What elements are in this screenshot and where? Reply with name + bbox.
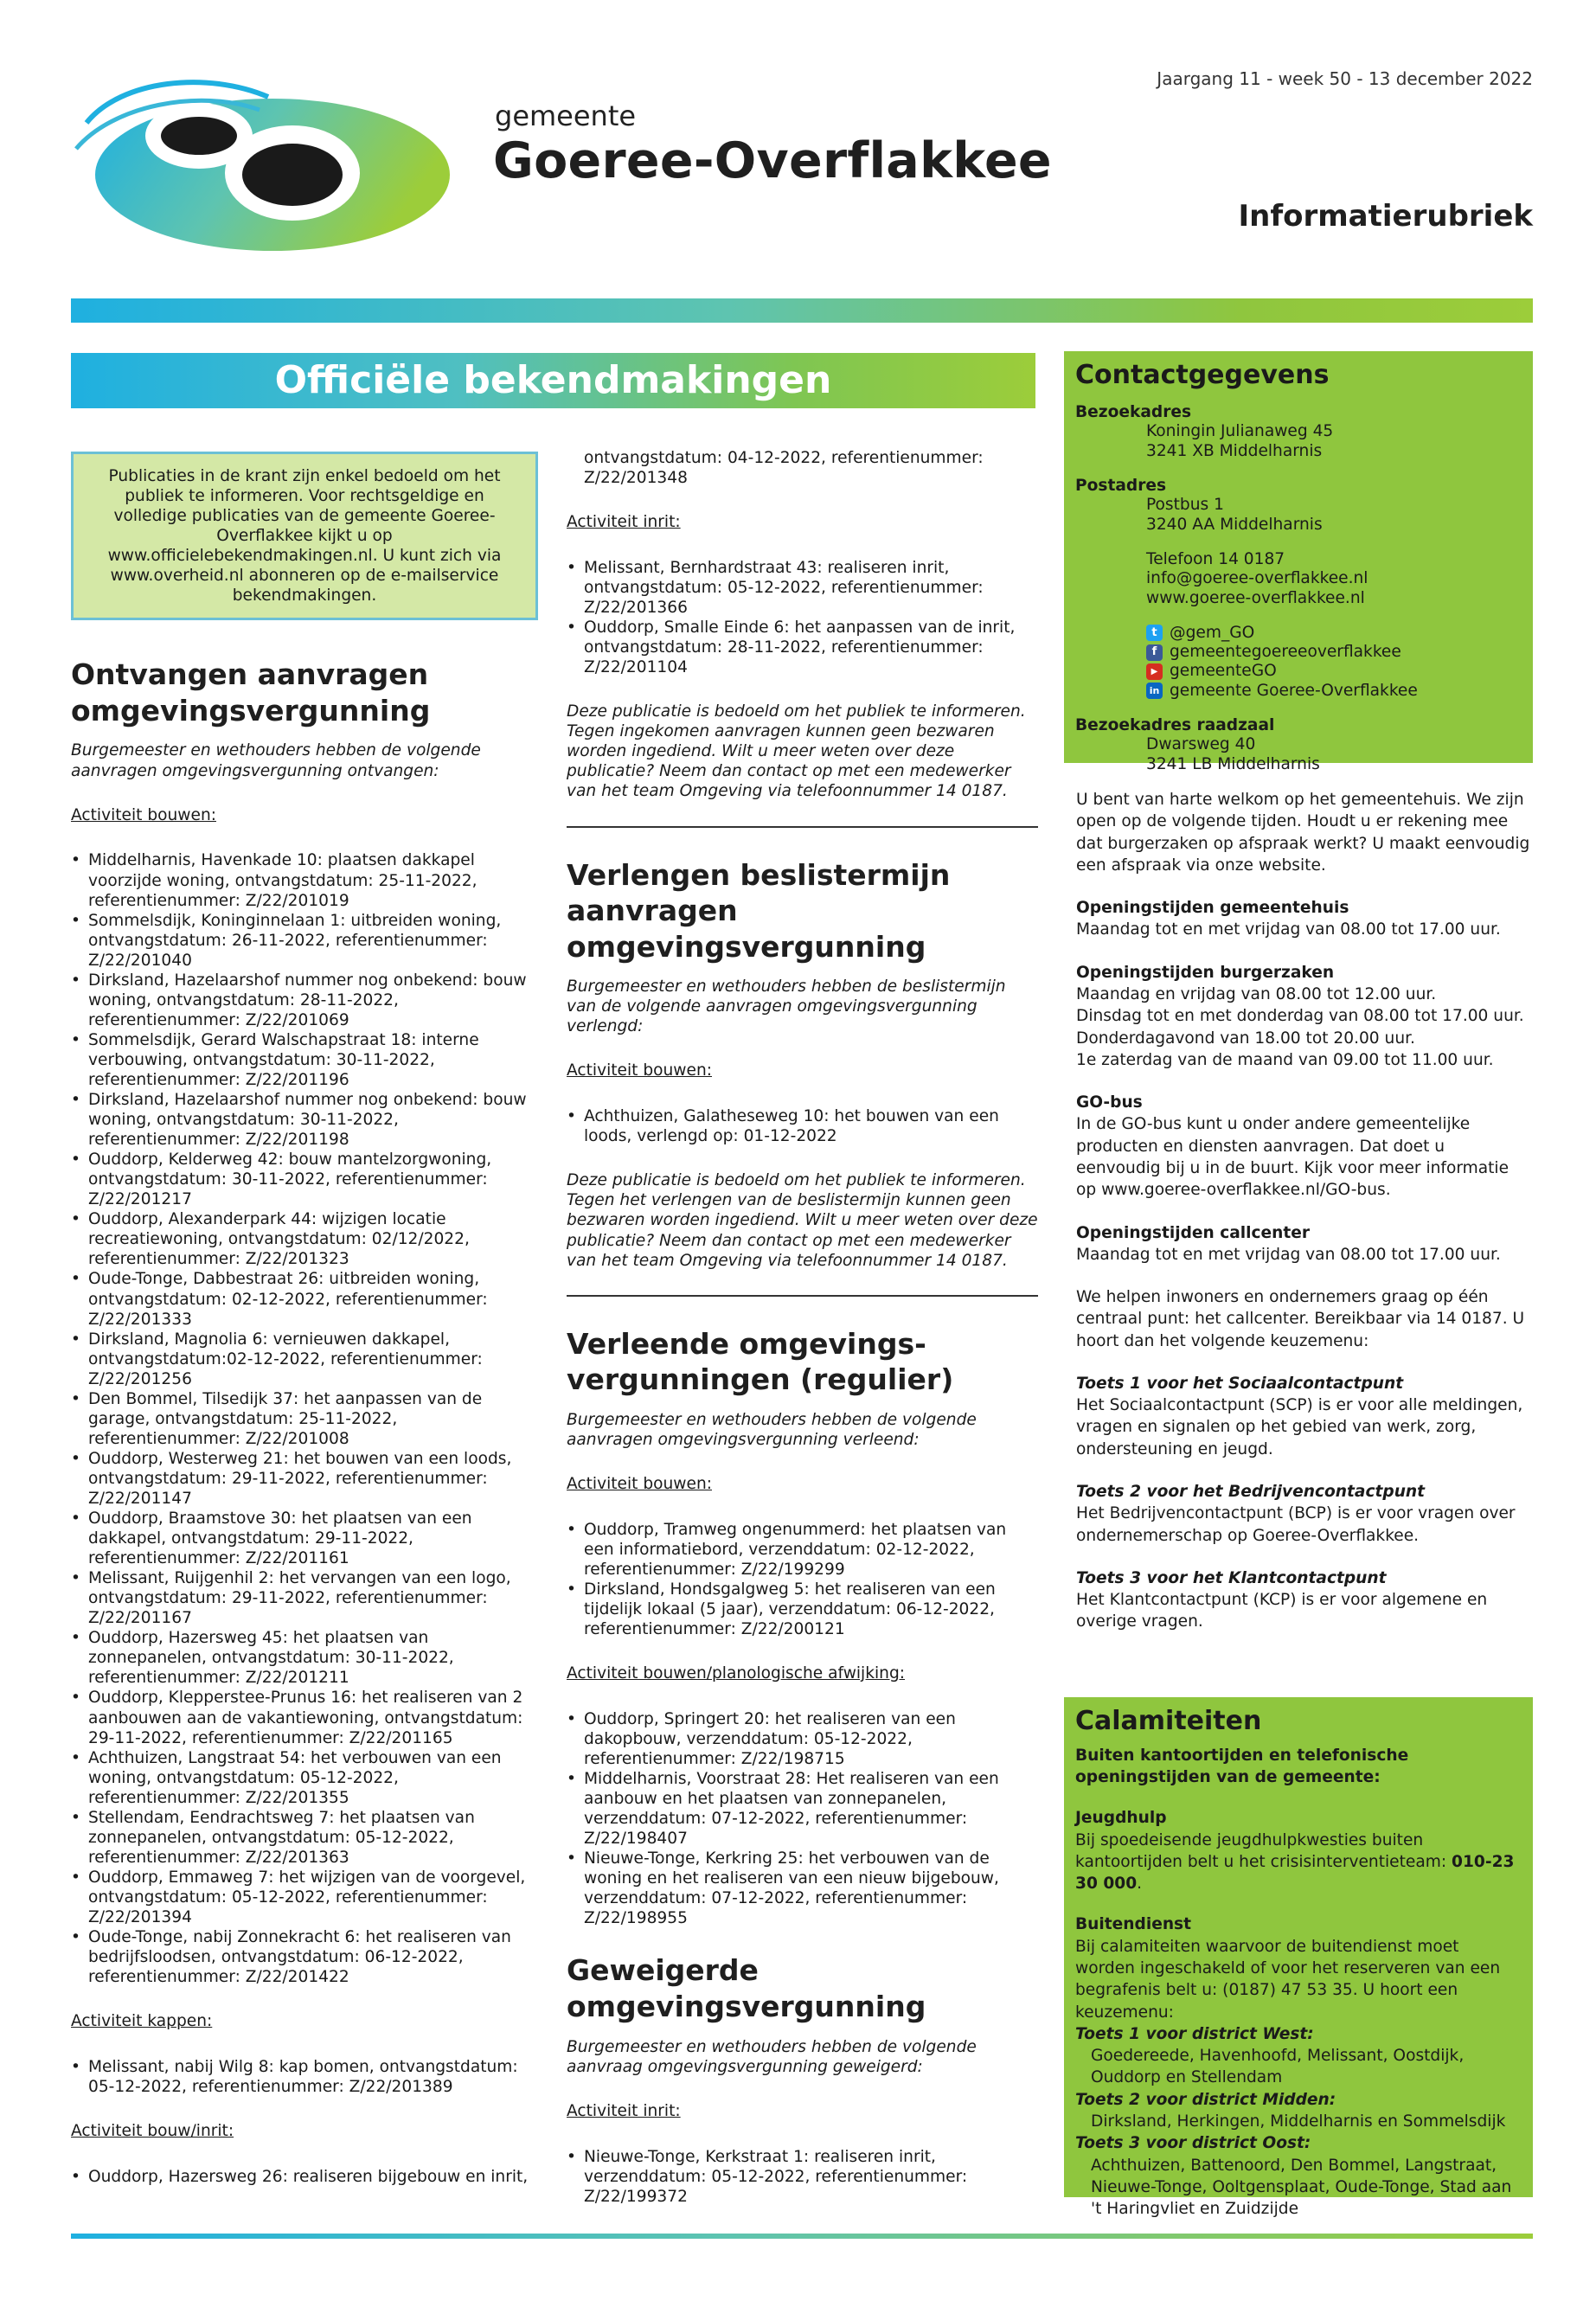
calamiteiten-subtitle: Buiten kantoortijden en telefonische openingstijden van de gemeente: [1075, 1746, 1409, 1787]
header-gemeente: gemeente [495, 99, 637, 132]
activity-label: Activiteit bouwen: [71, 805, 216, 824]
activity-label: Activiteit bouwen/planologische afwijking: [567, 1664, 906, 1683]
section-title-ontvangen: Ontvangen aanvragen omgevingsvergunning [71, 657, 431, 727]
list-item: • Ouddorp, Tramweg ongenummerd: het plaatsen van een informatiebord, verzenddatum: 02-12-2022, referentienummer: Z/22/199299 [567, 1520, 1038, 1580]
district-text: Dirksland, Herkingen, Middelharnis en Sommelsdijk [1091, 2112, 1506, 2131]
activity-label: Activiteit kappen: [71, 2012, 213, 2031]
list-item: • Dirksland, Hazelaarshof nummer nog onbekend: bouw woning, ontvangstdatum: 28-11-2022, referentienummer: Z/22/201069 [71, 971, 538, 1030]
hours-text: 1e zaterdag van de maand van 09.00 tot 11.00 uur. [1076, 1050, 1494, 1069]
district-heading: Toets 1 voor district West: [1075, 2024, 1314, 2043]
social-twitter[interactable] [1075, 624, 1522, 643]
section-title-verlengen: Verlengen beslistermijn aanvragen omgevingsvergunning [567, 857, 951, 964]
callcenter-text: We helpen inwoners en ondernemers graag op één centraal punt: het callcenter. Bereikbaar via 14 0187. U hoort dan het volgende keuzemenu: [1076, 1288, 1525, 1350]
list-item: • Nieuwe-Tonge, Kerkstraat 1: realiseren inrit, verzenddatum: 05-12-2022, referentienummer: Z/22/199372 [567, 2147, 1038, 2207]
list-item: • Ouddorp, Hazersweg 26: realiseren bijgebouw en inrit, [71, 2167, 538, 2187]
hours-heading: Openingstijden burgerzaken [1076, 963, 1335, 982]
council-address-label: Bezoekadres raadzaal [1075, 716, 1275, 735]
hours-text: Maandag tot en met vrijdag van 08.00 tot 17.00 uur. [1076, 1245, 1501, 1264]
list-item: • Middelharnis, Voorstraat 28: Het realiseren van een aanbouw en het plaatsen van zonnepanelen, verzenddatum: 07-12-2022, referentienummer: Z/22/198407 [567, 1769, 1038, 1849]
activity-label: Activiteit inrit: [567, 2101, 681, 2120]
social-facebook[interactable] [1075, 643, 1522, 662]
menu-option-text: Het Sociaalcontactpunt (SCP) is er voor alle meldingen, vragen en signalen op het gebied van werk, zorg, ondersteuning en jeugd. [1076, 1396, 1523, 1458]
calamiteiten-title: Calamiteiten [1075, 1706, 1262, 1736]
menu-option-heading: Toets 1 voor het Sociaalcontactpunt [1076, 1374, 1404, 1393]
council-address-line: Dwarsweg 40 [1146, 735, 1256, 754]
hours-text: Dinsdag tot en met donderdag van 08.00 tot 17.00 uur. [1076, 1007, 1524, 1026]
footer-gradient-bar [71, 2234, 1533, 2239]
jeugdhulp-text: Bij spoedeisende jeugdhulpkwesties buiten kantoortijden belt u het crisisinterventieteam: [1075, 1830, 1447, 1871]
header-title: Goeree-Overflakkee [493, 132, 1052, 189]
phone-number: Telefoon 14 0187 [1146, 549, 1285, 568]
list-item: • Sommelsdijk, Gerard Walschapstraat 18: interne verbouwing, ontvangstdatum: 30-11-2022, referentienummer: Z/22/201196 [71, 1030, 538, 1090]
postal-address-label: Postadres [1075, 476, 1167, 495]
social-label: gemeenteGO [1170, 662, 1277, 681]
social-linkedin[interactable] [1075, 682, 1522, 701]
jeugdhulp-end: . [1137, 1875, 1143, 1894]
hours-heading: Openingstijden gemeentehuis [1076, 899, 1349, 918]
council-address-line: 3241 LB Middelharnis [1146, 754, 1320, 773]
menu-option-heading: Toets 3 voor het Klantcontactpunt [1076, 1568, 1387, 1587]
section-title-verleend: Verleende omgevings-vergunningen (regulier) [567, 1326, 954, 1397]
list-item: • Oude-Tonge, Dabbestraat 26: uitbreiden woning, ontvangstdatum: 02-12-2022, referentienummer: Z/22/201333 [71, 1269, 538, 1329]
list-item: • Sommelsdijk, Koninginnelaan 1: uitbreiden woning, ontvangstdatum: 26-11-2022, referentienummer: Z/22/201040 [71, 911, 538, 971]
column-1 [71, 452, 538, 2211]
list-item: • Stellendam, Eendrachtsweg 7: het plaatsen van zonnepanelen, ontvangstdatum: 05-12-2022, referentienummer: Z/22/201363 [71, 1808, 538, 1868]
buitendienst-heading: Buitendienst [1075, 1915, 1192, 1934]
list-item: • Melissant, nabij Wilg 8: kap bomen, ontvangstdatum: 05-12-2022, referentienummer: Z/22/201389 [71, 2057, 538, 2097]
info-box: Publicaties in de krant zijn enkel bedoeld om het publiek te informeren. Voor rechtsgeldige en volledige publicaties van de gemeente Goeree-Overflakkee kijkt u op www.officielebekendmakingen.nl. U kunt zich via www.overheid.nl abonneren op de e-mailservice bekendmakingen. [71, 452, 538, 620]
jeugdhulp-heading: Jeugdhulp [1075, 1809, 1167, 1828]
hours-text: Maandag en vrijdag van 08.00 tot 12.00 uur. [1076, 984, 1437, 1003]
twitter-icon: t [1146, 625, 1163, 641]
list-item: • Ouddorp, Smalle Einde 6: het aanpassen van de inrit, ontvangstdatum: 28-11-2022, referentienummer: Z/22/201104 [567, 618, 1038, 677]
list-item: • Den Bommel, Tilsedijk 37: het aanpassen van de garage, ontvangstdatum: 25-11-2022, referentienummer: Z/22/201008 [71, 1389, 538, 1449]
header-gradient-bar [71, 298, 1533, 323]
list-item: • Achthuizen, Galatheseweg 10: het bouwen van een loods, verlengd op: 01-12-2022 [567, 1106, 1038, 1146]
district-heading: Toets 2 voor district Midden: [1075, 2090, 1336, 2109]
welcome-text: U bent van harte welkom op het gemeentehuis. We zijn open op de volgende tijden. Houdt u er rekening mee dat burgerzaken op afspraak werkt? U maakt eenvoudig een afspraak via onze website. [1076, 791, 1530, 875]
list-item: • Ouddorp, Klepperstee-Prunus 16: het realiseren van 2 aanbouwen aan de vakantiewoning, ontvangstdatum: 29-11-2022, referentienummer: Z/22/201165 [71, 1688, 538, 1747]
list-item: • Melissant, Ruijgenhil 2: het vervangen van een logo, ontvangstdatum: 29-11-2022, referentienummer: Z/22/201167 [71, 1568, 538, 1628]
youtube-icon: ▶ [1146, 663, 1163, 680]
activity-label: Activiteit bouwen: [567, 1061, 712, 1080]
section-intro: Burgemeester en wethouders hebben de beslistermijn van de volgende aanvragen omgevingsvergunning verlengd: [567, 977, 1006, 1036]
list-item: • Ouddorp, Alexanderpark 44: wijzigen locatie recreatiewoning, ontvangstdatum: 02/12/2022, referentienummer: Z/22/201323 [71, 1209, 538, 1269]
menu-option-text: Het Klantcontactpunt (KCP) is er voor algemene en overige vragen. [1076, 1591, 1488, 1631]
postal-address-line: Postbus 1 [1146, 496, 1224, 515]
list-item: • Middelharnis, Havenkade 10: plaatsen dakkapel voorzijde woning, ontvangstdatum: 25-11-2022, referentienummer: Z/22/201019 [71, 850, 538, 910]
ontvangen-kappen-list [71, 2057, 538, 2097]
contact-box [1064, 351, 1533, 773]
list-item-continued: ontvangstdatum: 04-12-2022, referentienummer: Z/22/201348 [584, 449, 984, 488]
list-item: • Dirksland, Hazelaarshof nummer nog onbekend: bouw woning, ontvangstdatum: 30-11-2022, referentienummer: Z/22/201198 [71, 1090, 538, 1150]
website-link[interactable]: www.goeree-overflakkee.nl [1146, 588, 1365, 607]
verleend-bouwen-list [567, 1520, 1038, 1639]
email-link[interactable]: info@goeree-overflakkee.nl [1146, 569, 1368, 588]
column-2 [567, 448, 1038, 2231]
ontvangen-bouw-inrit-list [71, 2167, 538, 2187]
ontvangen-bouwen-list [71, 850, 538, 1987]
list-item: • Ouddorp, Springert 20: het realiseren van een dakopbouw, verzenddatum: 05-12-2022, referentienummer: Z/22/198715 [567, 1709, 1038, 1769]
section-intro: Burgemeester en wethouders hebben de volgende aanvragen omgevingsvergunning verleend: [567, 1410, 977, 1449]
hours-text: Maandag tot en met vrijdag van 08.00 tot 17.00 uur. [1076, 920, 1501, 939]
buitendienst-text: Bij calamiteiten waarvoor de buitendienst moet worden ingeschakeld of voor het reserveren van een begrafenis belt u: (0187) 47 53 35. U hoort een keuzemenu: [1075, 1937, 1501, 2022]
social-label: @gem_GO [1170, 623, 1255, 642]
publication-note: Deze publicatie is bedoeld om het publiek te informeren. Tegen het verlengen van de beslistermijn kunnen geen bezwaren worden ingediend. Wilt u meer weten over deze publicatie? Neem dan contact op met een medewerker van het team Omgeving via telefoonnummer 14 0187. [567, 1171, 1038, 1270]
contact-title: Contactgegevens [1075, 360, 1330, 390]
activity-label: Activiteit bouw/inrit: [71, 2122, 234, 2141]
menu-option-text: Het Bedrijvencontactpunt (BCP) is er voor vragen over ondernemerschap op Goeree-Overflakkee. [1076, 1504, 1516, 1545]
column-3 [1076, 789, 1533, 1654]
section-intro: Burgemeester en wethouders hebben de volgende aanvragen omgevingsvergunning ontvangen: [71, 741, 481, 780]
geweigerd-inrit-list [567, 2147, 1038, 2207]
gobus-text: In de GO-bus kunt u onder andere gemeentelijke producten en diensten aanvragen. Dat doet u eenvoudig bij u in de buurt. Kijk voor meer informatie op www.goeree-overflakkee.nl/GO-bus. [1076, 1115, 1509, 1200]
verlengen-bouwen-list [567, 1106, 1038, 1146]
activity-label: Activiteit inrit: [567, 513, 681, 532]
list-item: • Ouddorp, Kelderweg 42: bouw mantelzorgwoning, ontvangstdatum: 30-11-2022, referentienummer: Z/22/201217 [71, 1150, 538, 1209]
hours-heading: Openingstijden callcenter [1076, 1223, 1311, 1242]
section-divider [567, 826, 1038, 828]
calamiteiten-box [1064, 1697, 1533, 2219]
district-text: Achthuizen, Battenoord, Den Bommel, Langstraat, Nieuwe-Tonge, Ooltgensplaat, Oude-Tonge, Stad aan 't Haringvliet en Zuidzijde [1091, 2156, 1512, 2219]
ontvangen-inrit-list [567, 558, 1038, 677]
list-item: • Ouddorp, Westerweg 21: het bouwen van een loods, ontvangstdatum: 29-11-2022, referentienummer: Z/22/201147 [71, 1449, 538, 1509]
gemeente-logo [69, 71, 450, 253]
facebook-icon: f [1146, 644, 1163, 661]
list-item: • Melissant, Bernhardstraat 43: realiseren inrit, ontvangstdatum: 05-12-2022, referentienummer: Z/22/201366 [567, 558, 1038, 618]
verleend-planologisch-list [567, 1709, 1038, 1929]
hours-text: Donderdagavond van 18.00 tot 20.00 uur. [1076, 1029, 1415, 1048]
section-intro: Burgemeester en wethouders hebben de volgende aanvraag omgevingsvergunning geweigerd: [567, 2037, 977, 2076]
list-item: • Nieuwe-Tonge, Kerkring 25: het verbouwen van de woning en het realiseren van een nieuw bijgebouw, verzenddatum: 07-12-2022, referentienummer: Z/22/198955 [567, 1849, 1038, 1928]
postal-address-line: 3240 AA Middelharnis [1146, 515, 1323, 534]
crisis-phone: 010-23 30 000 [1075, 1852, 1515, 1894]
menu-option-heading: Toets 2 voor het Bedrijvencontactpunt [1076, 1483, 1426, 1502]
list-item: • Dirksland, Hondsgalgweg 5: het realiseren van een tijdelijk lokaal (5 jaar), verzenddatum: 06-12-2022, referentienummer: Z/22/200121 [567, 1580, 1038, 1639]
district-text: Goedereede, Havenhoofd, Melissant, Oostdijk, Ouddorp en Stellendam [1091, 2047, 1465, 2087]
list-item: • Ouddorp, Hazersweg 45: het plaatsen van zonnepanelen, ontvangstdatum: 30-11-2022, referentienummer: Z/22/201211 [71, 1628, 538, 1688]
gobus-heading: GO-bus [1076, 1093, 1143, 1112]
list-item: • Oude-Tonge, nabij Zonnekracht 6: het realiseren van bedrijfsloodsen, ontvangstdatum: 06-12-2022, referentienummer: Z/22/201422 [71, 1927, 538, 1987]
section-title-geweigerd: Geweigerde omgevingsvergunning [567, 1953, 926, 2024]
social-label: gemeentegoereeoverflakkee [1170, 643, 1401, 662]
visit-address-line: 3241 XB Middelharnis [1146, 441, 1323, 460]
rubriek-title: Informatierubriek [1238, 199, 1533, 234]
district-heading: Toets 3 voor district Oost: [1075, 2134, 1311, 2153]
social-label: gemeente Goeree-Overflakkee [1170, 681, 1418, 700]
visit-address-line: Koningin Julianaweg 45 [1146, 422, 1334, 441]
list-item: • Ouddorp, Emmaweg 7: het wijzigen van de voorgevel, ontvangstdatum: 05-12-2022, referentienummer: Z/22/201394 [71, 1868, 538, 1927]
linkedin-icon: in [1146, 683, 1163, 699]
section-divider [567, 1295, 1038, 1297]
edition-date: Jaargang 11 - week 50 - 13 december 2022 [1157, 68, 1533, 89]
list-item: • Ouddorp, Braamstove 30: het plaatsen van een dakkapel, ontvangstdatum: 29-11-2022, referentienummer: Z/22/201161 [71, 1509, 538, 1568]
visit-address-label: Bezoekadres [1075, 403, 1192, 421]
list-item: • Achthuizen, Langstraat 54: het verbouwen van een woning, ontvangstdatum: 05-12-2022, referentienummer: Z/22/201355 [71, 1748, 538, 1808]
activity-label: Activiteit bouwen: [567, 1474, 712, 1493]
social-youtube[interactable] [1075, 662, 1522, 681]
list-item: • Dirksland, Magnolia 6: vernieuwen dakkapel, ontvangstdatum:02-12-2022, referentienummer: Z/22/201256 [71, 1330, 538, 1389]
publication-note: Deze publicatie is bedoeld om het publiek te informeren. Tegen ingekomen aanvragen kunnen geen bezwaren worden ingediend. Wilt u meer weten over deze publicatie? Neem dan contact op met een medewerker van het team Omgeving via telefoonnummer 14 0187. [567, 702, 1026, 801]
banner-title: Officiële bekendmakingen [71, 353, 1035, 408]
